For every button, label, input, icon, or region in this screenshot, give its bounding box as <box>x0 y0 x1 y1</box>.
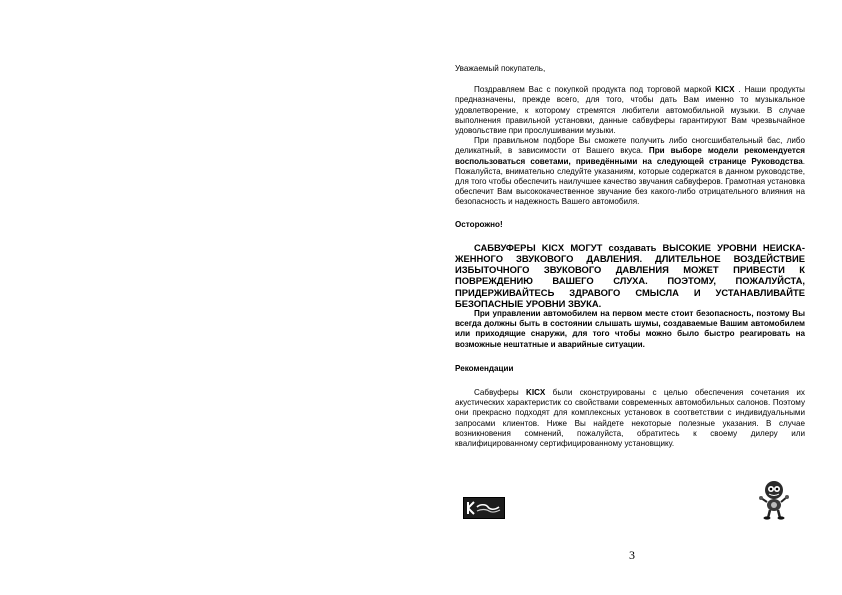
intro-text-cont: . Наши продукты предназначены, прежде всего, для того, чтобы дать Вам именно то музыкальное удовлетворение, к которому стремятся любители автомобильной музыки. В случае выполнения правильной установки, данные сабвуферы гарантируют Вам чрезвычайное удовольствие при прослушивании музыки. <box>455 85 805 136</box>
mascot-icon <box>758 478 790 520</box>
text-column <box>455 64 805 449</box>
kicx-logo-icon <box>464 498 504 518</box>
model-advice: При выборе модели рекомендуется воспользоваться советами, приведёнными на следующей странице Руководства <box>455 146 805 166</box>
brand-name: KICX <box>715 85 735 95</box>
caution-heading: Осторожно! <box>455 219 503 229</box>
page-number: 3 <box>629 548 635 562</box>
greeting: Уважаемый покупатель, <box>455 64 546 73</box>
intro-text: Поздравляем Вас с покупкой продукта под торговой маркой <box>474 85 716 95</box>
rec-text: Сабвуферы <box>474 388 526 398</box>
caution-warning: САБВУФЕРЫ KICX МОГУТ создавать ВЫСОКИЕ УРОВНИ НЕИСКА-ЖЕННОГО ЗВУКОВОГО ДАВЛЕНИЯ. ДЛИТЕЛЬНОЕ ВОЗДЕЙСТВИЕ ИЗБЫТОЧНОГО ЗВУКОВОГО ДАВЛЕНИЯ МОЖЕТ ПРИВЕСТИ К ПОВРЕЖДЕНИЮ ВАШЕГО СЛУХА. ПОЭТОМУ, ПОЖАЛУЙСТА, ПРИДЕРЖИВАЙТЕСЬ ЗДРАВОГО СМЫСЛА И УСТАНАВЛИВАЙТЕ БЕЗОПАСНЫЕ УРОВНИ ЗВУКА. <box>455 241 805 309</box>
mascot-figure <box>758 478 790 520</box>
rec-text-cont: были сконструированы с целью обеспечения сочетания их акустических характеристик со свойствами современных автомобильных салонов. Поэтому они прекрасно подходят для комплексных установок в соответствии с индивидуальными запросами клиентов. Ниже Вы найдете некоторые полезные указания. В случае возникновения сомнений, пожалуйста, обратитесь к своему дилеру или квалифицированному сертифицированному установщику. <box>455 388 805 449</box>
kicx-logo <box>463 497 505 519</box>
brand-name-2: KICX <box>525 388 546 398</box>
intro-paragraph-2 <box>455 136 805 207</box>
recommendations-heading: Рекомендации <box>455 363 514 373</box>
intro2-text: При правильном подборе Вы сможете получить либо сногсшибательный бас, либо деликатный, в зависимости от Вашего вкуса. <box>455 136 805 156</box>
intro2-text-cont: . Пожалуйста, внимательно следуйте указаниям, которые содержатся в данном руководстве, для того чтобы обеспечить наилучшее качество звучания сабвуферов. Грамотная установка обеспечит Вам высококачественное звучание без какого-либо отрицательного влияния на безопасность и надежность Вашего автомобиля. <box>455 156 805 207</box>
safety-paragraph: При управлении автомобилем на первом месте стоит безопасность, поэтому Вы всегда должны быть в состоянии слышать шумы, создаваемые Вашим автомобилем или приходящие снаружи, для того чтобы можно было быстро реагировать на возможные нештатные и аварийные ситуации. <box>455 309 805 349</box>
intro-paragraph-1 <box>455 85 805 136</box>
recommendations-paragraph <box>455 388 805 449</box>
